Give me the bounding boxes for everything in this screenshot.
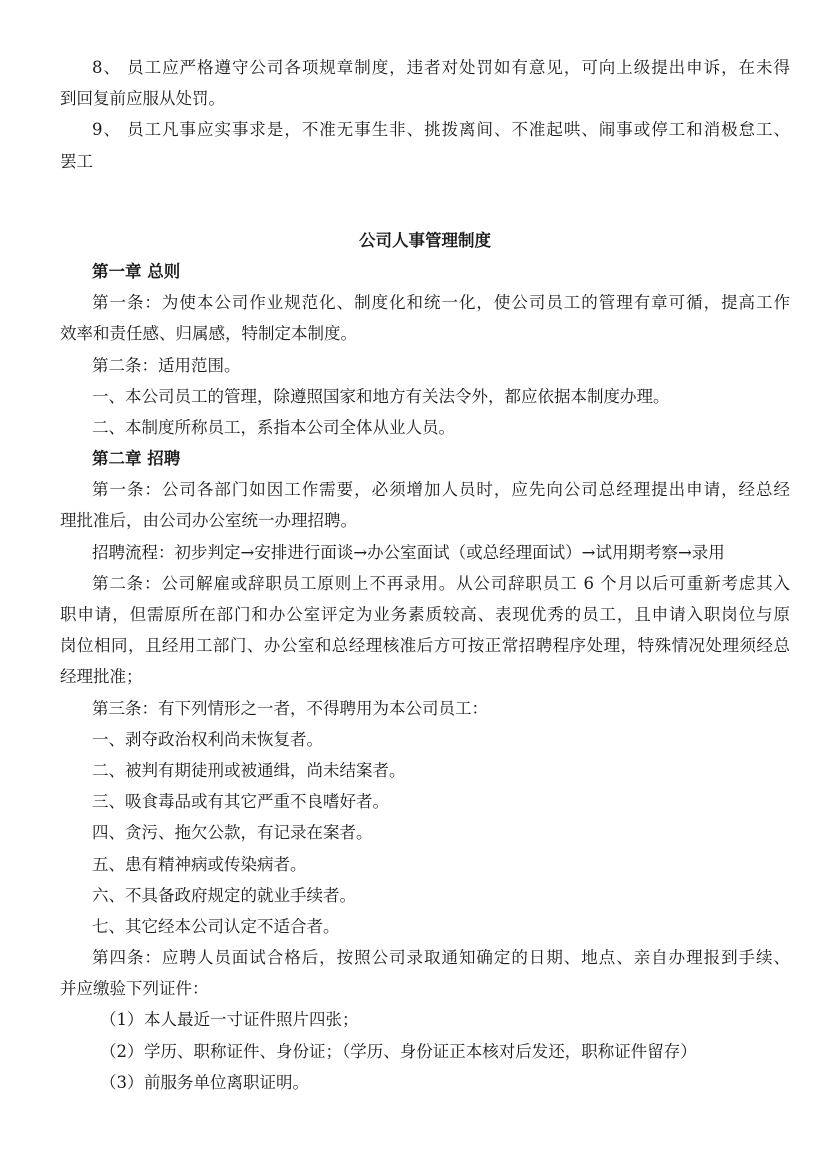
list-item-number: （1） [100, 1010, 144, 1030]
paragraph-line: 理批准后，由公司办公室统一办理招聘。 [60, 511, 357, 531]
paragraph-line: 二、本制度所称员工，系指本公司全体从业人员。 [92, 417, 455, 437]
paragraph-line: 经理批准； [60, 667, 143, 687]
paragraph-line: 一、本公司员工的管理，除遵照国家和地方有关法令外，都应依据本制度办理。 [92, 386, 670, 406]
paragraph-line: 第二条：公司解雇或辞职员工原则上不再录用。从公司辞职员工 6 个月以后可重新考虑其入 [92, 573, 790, 593]
paragraph-line: 招聘流程：初步判定→安排进行面谈→办公室面试（或总经理面试）→试用期考察→录用 [92, 542, 725, 562]
paragraph-line: 罢工 [60, 151, 93, 171]
chapter-1 [60, 256, 790, 443]
list-item-number: （3） [100, 1072, 144, 1092]
list-item [60, 1036, 790, 1067]
paragraph-line: 第四条：应聘人员面试合格后，按照公司录取通知确定的日期、地点、亲自办理报到手续、 [92, 948, 790, 968]
paragraph-line: 一、剥夺政治权利尚未恢复者。 [92, 729, 323, 749]
paragraph-line: 8、 员工应严格遵守公司各项规章制度，违者对处罚如有意见，可向上级提出申诉，在未得 [92, 58, 790, 77]
paragraph-line: 并应缴验下列证件： [60, 979, 209, 999]
paragraph-line: 岗位相同，且经用工部门、办公室和总经理核准后方可按正常招聘程序处理，特殊情况处理须经总 [60, 636, 790, 656]
document-title: 公司人事管理制度 [359, 230, 491, 250]
paragraph-line: 到回复前应服从处罚。 [60, 89, 225, 109]
list-item-text: 前服务单位离职证明。 [144, 1072, 309, 1092]
paragraph-line: 职申请，但需原所在部门和办公室评定为业务素质较高、表现优秀的员工，且申请入职岗位与原 [60, 605, 790, 624]
paragraph-line: 五、患有精神病或传染病者。 [92, 854, 307, 874]
paragraph-line: 第二条：适用范围。 [92, 355, 241, 375]
list-item [60, 1004, 790, 1035]
chapter-heading: 第二章 招聘 [92, 449, 181, 469]
list-item-number: （2） [100, 1041, 144, 1061]
paragraph-line: 四、贪污、拖欠公款，有记录在案者。 [92, 823, 373, 843]
paragraph-line: 六、不具备政府规定的就业手续者。 [92, 885, 356, 905]
chapter-heading: 第一章 总则 [92, 261, 181, 281]
document-page [60, 52, 790, 1098]
list-item-text: 本人最近一寸证件照片四张； [144, 1010, 359, 1030]
chapter-2 [60, 443, 790, 1098]
paragraph-line: 第一条：为使本公司作业规范化、制度化和统一化，使公司员工的管理有章可循，提高工作 [92, 293, 790, 313]
paragraph-line: 二、被判有期徒刑或被通缉，尚未结案者。 [92, 760, 406, 780]
paragraph-line: 9、 员工凡事应实事求是，不准无事生非、挑拨离间、不准起哄、闹事或停工和消极怠工、 [92, 120, 790, 140]
paragraph-line: 效率和责任感、归属感，特制定本制度。 [60, 324, 357, 344]
list-item [60, 1067, 790, 1098]
paragraph-line: 第三条：有下列情形之一者，不得聘用为本公司员工： [92, 698, 488, 718]
paragraph-line: 三、吸食毒品或有其它严重不良嗜好者。 [92, 792, 389, 812]
list-item-text: 学历、职称证件、身份证；（学历、身份证正本核对后发还，职称证件留存） [144, 1041, 697, 1061]
rules-continuation [60, 52, 790, 177]
paragraph-line: 七、其它经本公司认定不适合者。 [92, 916, 340, 936]
paragraph-line: 第一条：公司各部门如因工作需要，必须增加人员时，应先向公司总经理提出申请，经总经 [92, 480, 790, 500]
